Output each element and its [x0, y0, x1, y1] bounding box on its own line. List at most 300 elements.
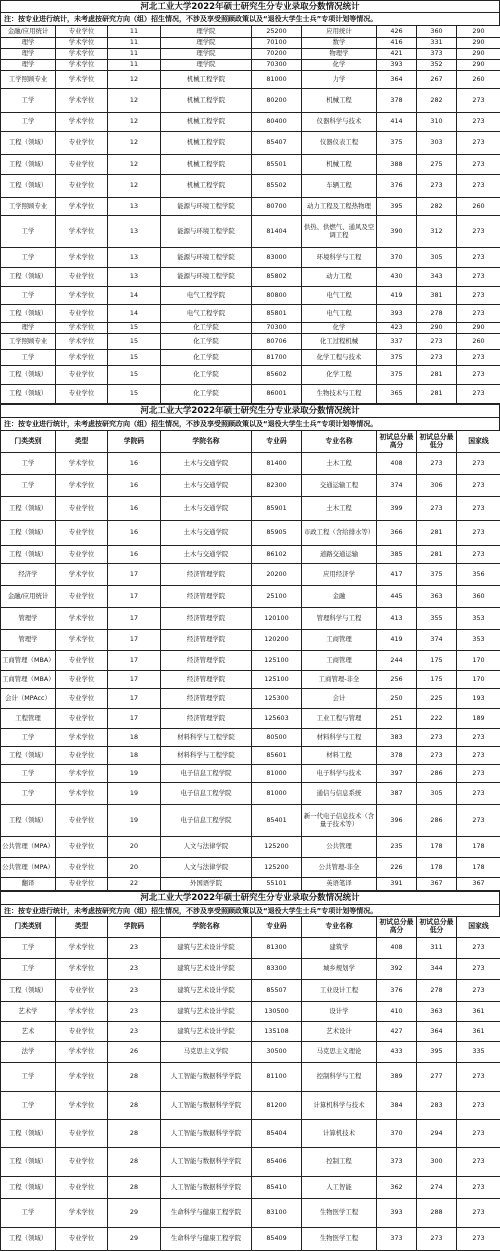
cell-degree-type: 专业学位 — [56, 305, 108, 323]
cell-category: 工程（领域） — [1, 268, 56, 287]
cell-major-code: 125200 — [252, 858, 302, 878]
column-header-max-score: 初试总分最高分 — [377, 917, 417, 938]
cell-min-score: 281 — [417, 366, 457, 385]
cell-min-score: 277 — [417, 1063, 457, 1092]
cell-max-score: 370 — [377, 1120, 417, 1148]
cell-school-name: 土木与交通学院 — [161, 497, 252, 521]
cell-school-name: 能源与环境工程学院 — [161, 248, 252, 268]
cell-category: 工程（领域） — [1, 305, 56, 323]
cell-max-score: 364 — [377, 71, 417, 89]
cell-max-score: 226 — [377, 858, 417, 878]
cell-school-code: 16 — [108, 497, 161, 521]
cell-major-name: 化学 — [302, 323, 377, 334]
cell-school-name: 能源与环境工程学院 — [161, 216, 252, 248]
cell-national-line: 273 — [457, 132, 500, 155]
cell-major-name: 工商管理 — [302, 630, 377, 651]
table-row — [1, 651, 500, 671]
cell-major-code: 70300 — [252, 60, 302, 71]
cell-category: 公共管理（MPA） — [1, 858, 56, 878]
cell-major-name: 土木工程 — [302, 453, 377, 475]
cell-major-code: 85401 — [252, 805, 302, 837]
cell-min-score: 273 — [417, 1228, 457, 1251]
cell-major-name: 工商管理-非全 — [302, 671, 377, 689]
cell-degree-type: 专业学位 — [56, 747, 108, 765]
cell-school-name: 经济管理学院 — [161, 608, 252, 630]
cell-major-name: 材料科学与工程 — [302, 729, 377, 747]
cell-major-code: 85406 — [252, 1148, 302, 1177]
cell-degree-type: 专业学位 — [56, 1022, 108, 1042]
cell-major-name: 数学 — [302, 38, 377, 49]
cell-national-line: 273 — [457, 1199, 500, 1228]
cell-max-score: 395 — [377, 198, 417, 216]
table-row — [1, 608, 500, 630]
cell-max-score: 387 — [377, 783, 417, 805]
cell-max-score: 256 — [377, 671, 417, 689]
cell-degree-type: 学术学位 — [56, 1002, 108, 1022]
cell-category: 金融/应用统计 — [1, 26, 56, 38]
cell-major-code: 85409 — [252, 1228, 302, 1251]
cell-school-name: 土木与交通学院 — [161, 546, 252, 564]
cell-category: 艺术 — [1, 1022, 56, 1042]
table-row — [1, 216, 500, 248]
cell-degree-type: 学术学位 — [56, 729, 108, 747]
table-row — [1, 60, 500, 71]
column-header-major-code: 专业码 — [252, 917, 302, 938]
cell-major-name: 化学工程 — [302, 366, 377, 385]
cell-national-line: 273 — [457, 350, 500, 366]
cell-min-score: 344 — [417, 959, 457, 980]
cell-max-score: 383 — [377, 729, 417, 747]
cell-school-code: 13 — [108, 216, 161, 248]
cell-school-code: 11 — [108, 38, 161, 49]
cell-max-score: 408 — [377, 453, 417, 475]
cell-max-score: 251 — [377, 709, 417, 729]
cell-national-line: 273 — [457, 1177, 500, 1199]
cell-national-line: 290 — [457, 38, 500, 49]
score-table — [0, 25, 500, 404]
cell-degree-type: 学术学位 — [56, 38, 108, 49]
cell-school-code: 20 — [108, 837, 161, 858]
cell-national-line: 273 — [457, 747, 500, 765]
cell-major-code: 80706 — [252, 334, 302, 350]
table-row — [1, 521, 500, 546]
cell-school-name: 理学院 — [161, 49, 252, 60]
cell-category: 工学 — [1, 1063, 56, 1092]
cell-degree-type: 专业学位 — [56, 521, 108, 546]
cell-school-name: 人工智能与数据科学学院 — [161, 1148, 252, 1177]
table-header-row — [1, 431, 500, 453]
cell-min-score: 222 — [417, 709, 457, 729]
cell-degree-type: 专业学位 — [56, 175, 108, 198]
cell-school-name: 机械工程学院 — [161, 71, 252, 89]
cell-school-name: 经济管理学院 — [161, 689, 252, 709]
cell-max-score: 375 — [377, 132, 417, 155]
cell-category: 管理学 — [1, 630, 56, 651]
cell-national-line: 290 — [457, 26, 500, 38]
cell-degree-type: 专业学位 — [56, 709, 108, 729]
cell-national-line: 178 — [457, 858, 500, 878]
cell-major-code: 86102 — [252, 546, 302, 564]
section-title: 河北工业大学2022年硕士研究生分专业录取分数情况统计 — [0, 0, 500, 12]
cell-school-name: 机械工程学院 — [161, 89, 252, 113]
cell-school-name: 经济管理学院 — [161, 709, 252, 729]
cell-school-name: 建筑与艺术设计学院 — [161, 1022, 252, 1042]
cell-major-code: 80400 — [252, 113, 302, 132]
cell-min-score: 283 — [417, 1092, 457, 1120]
cell-national-line: 273 — [457, 959, 500, 980]
cell-major-code: 81000 — [252, 71, 302, 89]
cell-national-line: 273 — [457, 765, 500, 783]
cell-major-name: 计算机技术 — [302, 1120, 377, 1148]
cell-school-name: 外国语学院 — [161, 878, 252, 891]
cell-national-line: 273 — [457, 729, 500, 747]
cell-max-score: 427 — [377, 1022, 417, 1042]
cell-degree-type: 专业学位 — [56, 858, 108, 878]
cell-degree-type: 专业学位 — [56, 980, 108, 1002]
cell-category: 理学 — [1, 38, 56, 49]
cell-school-code: 22 — [108, 878, 161, 891]
cell-category: 工程（领域） — [1, 385, 56, 404]
cell-min-score: 273 — [417, 497, 457, 521]
column-header-major-name: 专业名称 — [302, 431, 377, 453]
cell-major-code: 83300 — [252, 959, 302, 980]
cell-school-name: 土木与交通学院 — [161, 521, 252, 546]
column-header-national-line: 国家线 — [457, 431, 500, 453]
cell-min-score: 281 — [417, 385, 457, 404]
cell-school-name: 材料科学与工程学院 — [161, 747, 252, 765]
cell-degree-type: 专业学位 — [56, 837, 108, 858]
cell-major-code: 85601 — [252, 747, 302, 765]
cell-degree-type: 学术学位 — [56, 350, 108, 366]
cell-major-name: 化学工程与技术 — [302, 350, 377, 366]
cell-min-score: 306 — [417, 475, 457, 497]
cell-national-line: 273 — [457, 89, 500, 113]
cell-major-name: 英语笔译 — [302, 878, 377, 891]
cell-min-score: 282 — [417, 198, 457, 216]
cell-national-line: 290 — [457, 323, 500, 334]
cell-national-line: 178 — [457, 837, 500, 858]
table-row — [1, 1002, 500, 1022]
cell-major-code: 85410 — [252, 1177, 302, 1199]
cell-school-code: 17 — [108, 564, 161, 586]
table-row — [1, 1120, 500, 1148]
cell-major-code: 125603 — [252, 709, 302, 729]
cell-degree-type: 专业学位 — [56, 26, 108, 38]
cell-school-name: 化工学院 — [161, 350, 252, 366]
cell-major-code: 80500 — [252, 729, 302, 747]
cell-major-code: 85507 — [252, 980, 302, 1002]
cell-category: 工学 — [1, 287, 56, 305]
cell-category: 工学 — [1, 1092, 56, 1120]
cell-school-name: 人工智能与数据科学学院 — [161, 1063, 252, 1092]
cell-major-code: 85801 — [252, 305, 302, 323]
cell-max-score: 337 — [377, 334, 417, 350]
cell-national-line: 260 — [457, 198, 500, 216]
table-row — [1, 980, 500, 1002]
column-header-category: 门类类别 — [1, 431, 56, 453]
cell-category: 工程（领域） — [1, 805, 56, 837]
cell-school-name: 经济管理学院 — [161, 671, 252, 689]
cell-major-name: 车辆工程 — [302, 175, 377, 198]
cell-school-code: 12 — [108, 132, 161, 155]
cell-max-score: 392 — [377, 959, 417, 980]
cell-degree-type: 学术学位 — [56, 959, 108, 980]
table-row — [1, 155, 500, 175]
cell-major-name: 新一代电子信息技术（含量子技术等） — [302, 805, 377, 837]
cell-category: 工学 — [1, 475, 56, 497]
cell-degree-type: 专业学位 — [56, 1148, 108, 1177]
cell-major-code: 81000 — [252, 765, 302, 783]
cell-major-name: 市政工程（含给排水等） — [302, 521, 377, 546]
cell-national-line: 273 — [457, 546, 500, 564]
cell-min-score: 343 — [417, 268, 457, 287]
cell-category: 工学 — [1, 729, 56, 747]
cell-major-name: 化学 — [302, 60, 377, 71]
cell-degree-type: 学术学位 — [56, 71, 108, 89]
cell-national-line: 273 — [457, 1228, 500, 1251]
cell-degree-type: 学术学位 — [56, 630, 108, 651]
cell-national-line: 273 — [457, 287, 500, 305]
cell-max-score: 235 — [377, 837, 417, 858]
cell-national-line: 193 — [457, 689, 500, 709]
cell-min-score: 355 — [417, 608, 457, 630]
cell-category: 经济学 — [1, 564, 56, 586]
cell-category: 工程（领域） — [1, 132, 56, 155]
cell-national-line: 273 — [457, 175, 500, 198]
cell-national-line: 273 — [457, 980, 500, 1002]
cell-school-code: 13 — [108, 198, 161, 216]
cell-school-name: 人工智能与数据科学学院 — [161, 1092, 252, 1120]
cell-min-score: 267 — [417, 71, 457, 89]
cell-school-code: 17 — [108, 709, 161, 729]
cell-category: 工学照顾专业 — [1, 71, 56, 89]
cell-major-name: 机械工程 — [302, 155, 377, 175]
cell-major-name: 应用经济学 — [302, 564, 377, 586]
column-header-degree-type: 类型 — [56, 917, 108, 938]
cell-national-line: 273 — [457, 521, 500, 546]
table-row — [1, 26, 500, 38]
cell-degree-type: 学术学位 — [56, 334, 108, 350]
cell-major-name: 力学 — [302, 71, 377, 89]
cell-major-code: 80700 — [252, 198, 302, 216]
cell-category: 法学 — [1, 1042, 56, 1063]
cell-major-code: 81100 — [252, 1063, 302, 1092]
cell-degree-type: 学术学位 — [56, 765, 108, 783]
cell-school-name: 经济管理学院 — [161, 651, 252, 671]
cell-max-score: 244 — [377, 651, 417, 671]
cell-major-name: 仪器仪表工程 — [302, 132, 377, 155]
cell-major-code: 86001 — [252, 385, 302, 404]
cell-school-code: 28 — [108, 1092, 161, 1120]
cell-max-score: 396 — [377, 805, 417, 837]
cell-min-score: 178 — [417, 858, 457, 878]
cell-school-code: 18 — [108, 729, 161, 747]
cell-school-code: 17 — [108, 689, 161, 709]
cell-degree-type: 学术学位 — [56, 198, 108, 216]
cell-category: 工程（领域） — [1, 1228, 56, 1251]
cell-major-code: 81300 — [252, 938, 302, 959]
cell-school-name: 材料科学与工程学院 — [161, 729, 252, 747]
cell-major-name: 环境科学与工程 — [302, 248, 377, 268]
cell-degree-type: 学术学位 — [56, 938, 108, 959]
cell-max-score: 445 — [377, 586, 417, 608]
table-row — [1, 1199, 500, 1228]
cell-category: 工程（领域） — [1, 521, 56, 546]
cell-category: 工商管理（MBA） — [1, 651, 56, 671]
cell-school-name: 能源与环境工程学院 — [161, 268, 252, 287]
cell-school-code: 19 — [108, 805, 161, 837]
cell-major-name: 应用统计 — [302, 26, 377, 38]
cell-degree-type: 专业学位 — [56, 805, 108, 837]
cell-degree-type: 专业学位 — [56, 1177, 108, 1199]
table-row — [1, 709, 500, 729]
cell-school-name: 化工学院 — [161, 366, 252, 385]
cell-degree-type: 学术学位 — [56, 564, 108, 586]
table-row — [1, 334, 500, 350]
cell-min-score: 352 — [417, 60, 457, 71]
cell-category: 公共管理（MPA） — [1, 837, 56, 858]
cell-school-name: 经济管理学院 — [161, 630, 252, 651]
cell-national-line: 273 — [457, 366, 500, 385]
cell-national-line: 273 — [457, 1120, 500, 1148]
cell-min-score: 225 — [417, 689, 457, 709]
cell-max-score: 388 — [377, 155, 417, 175]
cell-major-code: 85802 — [252, 268, 302, 287]
table-row — [1, 586, 500, 608]
cell-min-score: 374 — [417, 630, 457, 651]
cell-degree-type: 专业学位 — [56, 586, 108, 608]
cell-degree-type: 专业学位 — [56, 671, 108, 689]
cell-category: 工学 — [1, 350, 56, 366]
cell-major-name: 动力工程 — [302, 268, 377, 287]
cell-school-name: 人文与法律学院 — [161, 837, 252, 858]
cell-category: 工学 — [1, 89, 56, 113]
cell-degree-type: 专业学位 — [56, 689, 108, 709]
cell-min-score: 364 — [417, 1022, 457, 1042]
cell-major-name: 设计学 — [302, 1002, 377, 1022]
table-row — [1, 71, 500, 89]
cell-school-name: 建筑与艺术设计学院 — [161, 980, 252, 1002]
cell-school-code: 29 — [108, 1199, 161, 1228]
table-row — [1, 453, 500, 475]
cell-school-code: 15 — [108, 350, 161, 366]
table-row — [1, 546, 500, 564]
table-header-row — [1, 917, 500, 938]
cell-national-line: 273 — [457, 1148, 500, 1177]
cell-min-score: 294 — [417, 1120, 457, 1148]
table-row — [1, 1148, 500, 1177]
cell-school-code: 12 — [108, 175, 161, 198]
cell-degree-type: 学术学位 — [56, 1092, 108, 1120]
section-note: 注：按专业进行统计，未考虑按研究方向（组）招生情况，不涉及享受照顾政策以及“退役大学生士兵”专项计划等情况。 — [0, 904, 500, 916]
cell-min-score: 310 — [417, 113, 457, 132]
cell-school-code: 18 — [108, 747, 161, 765]
cell-major-name: 工业工程与管理 — [302, 709, 377, 729]
cell-national-line: 361 — [457, 1022, 500, 1042]
cell-school-code: 11 — [108, 60, 161, 71]
cell-min-score: 281 — [417, 546, 457, 564]
table-row — [1, 805, 500, 837]
cell-school-code: 19 — [108, 765, 161, 783]
cell-degree-type: 学术学位 — [56, 287, 108, 305]
column-header-school-code: 学院码 — [108, 431, 161, 453]
cell-national-line: 273 — [457, 938, 500, 959]
cell-national-line: 273 — [457, 805, 500, 837]
cell-min-score: 381 — [417, 287, 457, 305]
table-row — [1, 938, 500, 959]
score-table — [0, 430, 500, 891]
cell-major-code: 80800 — [252, 287, 302, 305]
cell-major-name: 土木工程 — [302, 497, 377, 521]
cell-school-code: 11 — [108, 49, 161, 60]
cell-max-score: 375 — [377, 350, 417, 366]
cell-degree-type: 专业学位 — [56, 1120, 108, 1148]
cell-major-name: 工业设计工程 — [302, 980, 377, 1002]
cell-degree-type: 学术学位 — [56, 1199, 108, 1228]
cell-national-line: 189 — [457, 709, 500, 729]
cell-school-code: 23 — [108, 938, 161, 959]
cell-school-name: 能源与环境工程学院 — [161, 198, 252, 216]
cell-max-score: 423 — [377, 323, 417, 334]
cell-min-score: 286 — [417, 765, 457, 783]
column-header-major-code: 专业码 — [252, 431, 302, 453]
section-title: 河北工业大学2022年硕士研究生分专业录取分数情况统计 — [0, 891, 500, 904]
cell-max-score: 384 — [377, 1092, 417, 1120]
cell-min-score: 275 — [417, 155, 457, 175]
cell-degree-type: 专业学位 — [56, 366, 108, 385]
cell-school-code: 12 — [108, 89, 161, 113]
cell-major-name: 生物技术与工程 — [302, 385, 377, 404]
cell-degree-type: 专业学位 — [56, 132, 108, 155]
cell-school-code: 14 — [108, 305, 161, 323]
cell-school-code: 13 — [108, 248, 161, 268]
section-note: 注：按专业进行统计，未考虑按研究方向（组）招生情况，不涉及享受照顾政策以及“退役大学生士兵”专项计划等情况。 — [0, 417, 500, 430]
cell-school-code: 17 — [108, 651, 161, 671]
cell-major-code: 85901 — [252, 497, 302, 521]
cell-school-code: 16 — [108, 475, 161, 497]
cell-national-line: 260 — [457, 71, 500, 89]
cell-school-code: 16 — [108, 546, 161, 564]
cell-major-code: 125300 — [252, 689, 302, 709]
cell-school-name: 机械工程学院 — [161, 132, 252, 155]
cell-max-score: 375 — [377, 366, 417, 385]
table-row — [1, 765, 500, 783]
cell-min-score: 331 — [417, 38, 457, 49]
table-row — [1, 198, 500, 216]
table-section — [0, 404, 500, 891]
cell-max-score: 365 — [377, 385, 417, 404]
score-table — [0, 916, 500, 1251]
cell-major-name: 公共管理 — [302, 837, 377, 858]
cell-school-code: 17 — [108, 608, 161, 630]
cell-major-code: 30500 — [252, 1042, 302, 1063]
table-row — [1, 89, 500, 113]
table-row — [1, 132, 500, 155]
cell-major-code: 130500 — [252, 1002, 302, 1022]
cell-school-code: 16 — [108, 453, 161, 475]
cell-category: 翻译 — [1, 878, 56, 891]
column-header-min-score: 初试总分最低分 — [417, 431, 457, 453]
cell-max-score: 374 — [377, 475, 417, 497]
cell-school-code: 15 — [108, 366, 161, 385]
table-row — [1, 689, 500, 709]
cell-max-score: 390 — [377, 216, 417, 248]
cell-national-line: 353 — [457, 630, 500, 651]
cell-national-line: 273 — [457, 385, 500, 404]
cell-school-name: 理学院 — [161, 60, 252, 71]
table-row — [1, 564, 500, 586]
table-section — [0, 891, 500, 1251]
